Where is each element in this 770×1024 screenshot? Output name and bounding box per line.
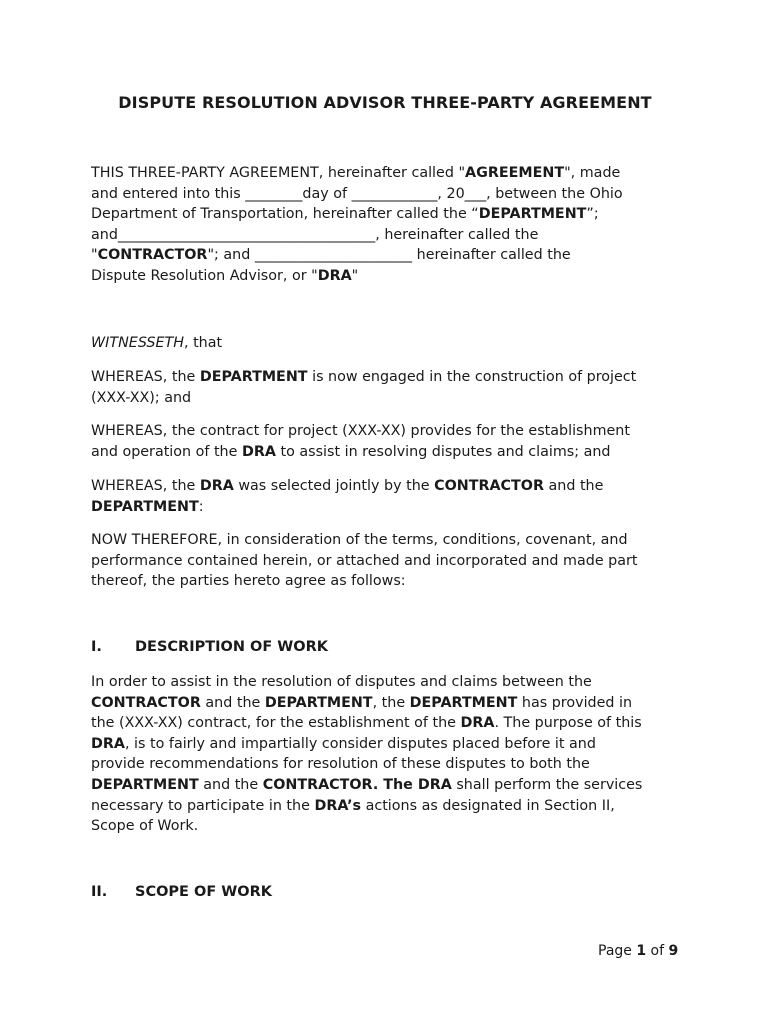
text-run: ": [351, 267, 359, 284]
text-run: , is to fairly and impartially consider disputes placed before it and: [124, 735, 596, 752]
text-run: and the: [198, 776, 263, 793]
text-run: is now engaged in the construction of project: [307, 369, 637, 385]
text-line: [91, 245, 691, 266]
text-line: [91, 367, 691, 388]
bold-term: DEPARTMENT: [199, 369, 308, 385]
section-1-body: [91, 672, 691, 837]
text-run: WHEREAS, the contract for project (XXX-XX) provides for the establishment: [91, 423, 630, 439]
text-run: , that: [183, 335, 223, 351]
bold-term: DRA: [241, 443, 276, 460]
text-run: the (XXX-XX) contract, for the establishment of the: [91, 715, 461, 732]
bold-term: CONTRACTOR. The DRA: [262, 776, 452, 793]
text-run: and the: [200, 694, 265, 711]
text-line: [91, 476, 691, 497]
text-line: [91, 388, 691, 409]
section-1-number: I.: [91, 639, 102, 655]
bold-term: DRA: [91, 735, 125, 752]
bold-term: CONTRACTOR: [91, 694, 201, 711]
text-line: [91, 204, 691, 225]
text-line: [91, 163, 691, 184]
text-line: [91, 775, 691, 796]
section-1-title: DESCRIPTION OF WORK: [135, 639, 329, 655]
text-line: [91, 497, 691, 518]
text-line: [91, 225, 691, 246]
witnesseth-paragraph: [91, 333, 691, 354]
text-run: and____________________________________, hereinafter called the: [91, 226, 539, 243]
text-line: [91, 734, 691, 755]
whereas-paragraph-1: [91, 367, 691, 408]
intro-paragraph: [91, 163, 691, 287]
text-line: [91, 184, 691, 205]
bold-term: DRA: [199, 478, 234, 494]
bold-term: DEPARTMENT: [91, 776, 199, 793]
text-run: WHEREAS, the: [91, 369, 200, 385]
text-run: ”;: [586, 206, 599, 223]
italic-term: WITNESSETH: [91, 335, 184, 351]
text-line: [91, 816, 691, 837]
document-title: DISPUTE RESOLUTION ADVISOR THREE-PARTY AGREEMENT: [118, 93, 652, 112]
text-run: Scope of Work.: [91, 818, 199, 835]
text-run: ", made: [564, 165, 621, 181]
text-run: . The purpose of this: [494, 715, 642, 732]
text-run: ": [91, 247, 98, 264]
text-run: shall perform the services: [451, 776, 643, 793]
text-run: and the: [543, 478, 604, 494]
text-run: thereof, the parties hereto agree as follows:: [91, 573, 406, 590]
section-2-heading: [91, 884, 272, 900]
bold-term: DRA: [317, 267, 352, 284]
bold-term: CONTRACTOR: [97, 247, 208, 264]
text-run: Dispute Resolution Advisor, or ": [91, 267, 318, 284]
current-page: 1: [636, 943, 647, 959]
now-therefore-paragraph: [91, 530, 691, 592]
text-line: [91, 672, 691, 693]
text-line: [91, 530, 691, 551]
text-line: [91, 551, 691, 572]
text-run: :: [198, 498, 204, 515]
bold-term: AGREEMENT: [465, 165, 565, 181]
text-run: has provided in: [517, 694, 633, 711]
text-line: [91, 571, 691, 592]
section-1-heading: [91, 639, 328, 655]
text-line: [91, 693, 691, 714]
bold-term: CONTRACTOR: [434, 478, 544, 494]
text-run: necessary to participate in the: [91, 797, 315, 814]
text-run: THIS THREE-PARTY AGREEMENT, hereinafter called ": [91, 165, 466, 181]
page-of-label: of: [646, 943, 669, 959]
text-line: [91, 796, 691, 817]
bold-term: DRA’s: [314, 797, 362, 814]
whereas-paragraph-2: [91, 421, 691, 462]
bold-term: DEPARTMENT: [264, 694, 373, 711]
page-number: [598, 943, 678, 959]
bold-term: DEPARTMENT: [91, 498, 199, 515]
whereas-paragraph-3: [91, 476, 691, 517]
text-run: was selected jointly by the: [233, 478, 435, 494]
text-line: [91, 266, 691, 287]
text-line: [91, 713, 691, 734]
text-run: NOW THEREFORE, in consideration of the terms, conditions, covenant, and: [91, 532, 628, 548]
text-line: [91, 442, 691, 463]
text-run: and operation of the: [91, 443, 242, 460]
text-run: and entered into this ________day of ____________, 20___, between the Ohio: [91, 185, 623, 202]
total-pages: 9: [668, 943, 679, 959]
text-run: "; and ______________________ hereinafter called the: [207, 247, 571, 264]
text-line: [91, 754, 691, 775]
text-run: WHEREAS, the: [91, 478, 200, 494]
bold-term: DEPARTMENT: [409, 694, 518, 711]
text-run: to assist in resolving disputes and claims; and: [275, 443, 611, 460]
text-run: , the: [372, 694, 410, 711]
text-line: [91, 333, 691, 354]
text-run: performance contained herein, or attached and incorporated and made part: [91, 552, 638, 569]
text-run: Department of Transportation, hereinafter called the “: [91, 206, 479, 223]
section-2-title: SCOPE OF WORK: [135, 884, 272, 900]
bold-term: DRA: [460, 715, 495, 732]
page-label: Page: [598, 943, 637, 959]
section-2-number: II.: [91, 884, 108, 900]
text-run: In order to assist in the resolution of disputes and claims between the: [91, 674, 592, 690]
text-run: provide recommendations for resolution of these disputes to both the: [91, 756, 590, 773]
bold-term: DEPARTMENT: [478, 206, 587, 223]
text-line: [91, 421, 691, 442]
text-run: (XXX-XX); and: [91, 389, 192, 406]
text-run: actions as designated in Section II,: [361, 797, 615, 814]
